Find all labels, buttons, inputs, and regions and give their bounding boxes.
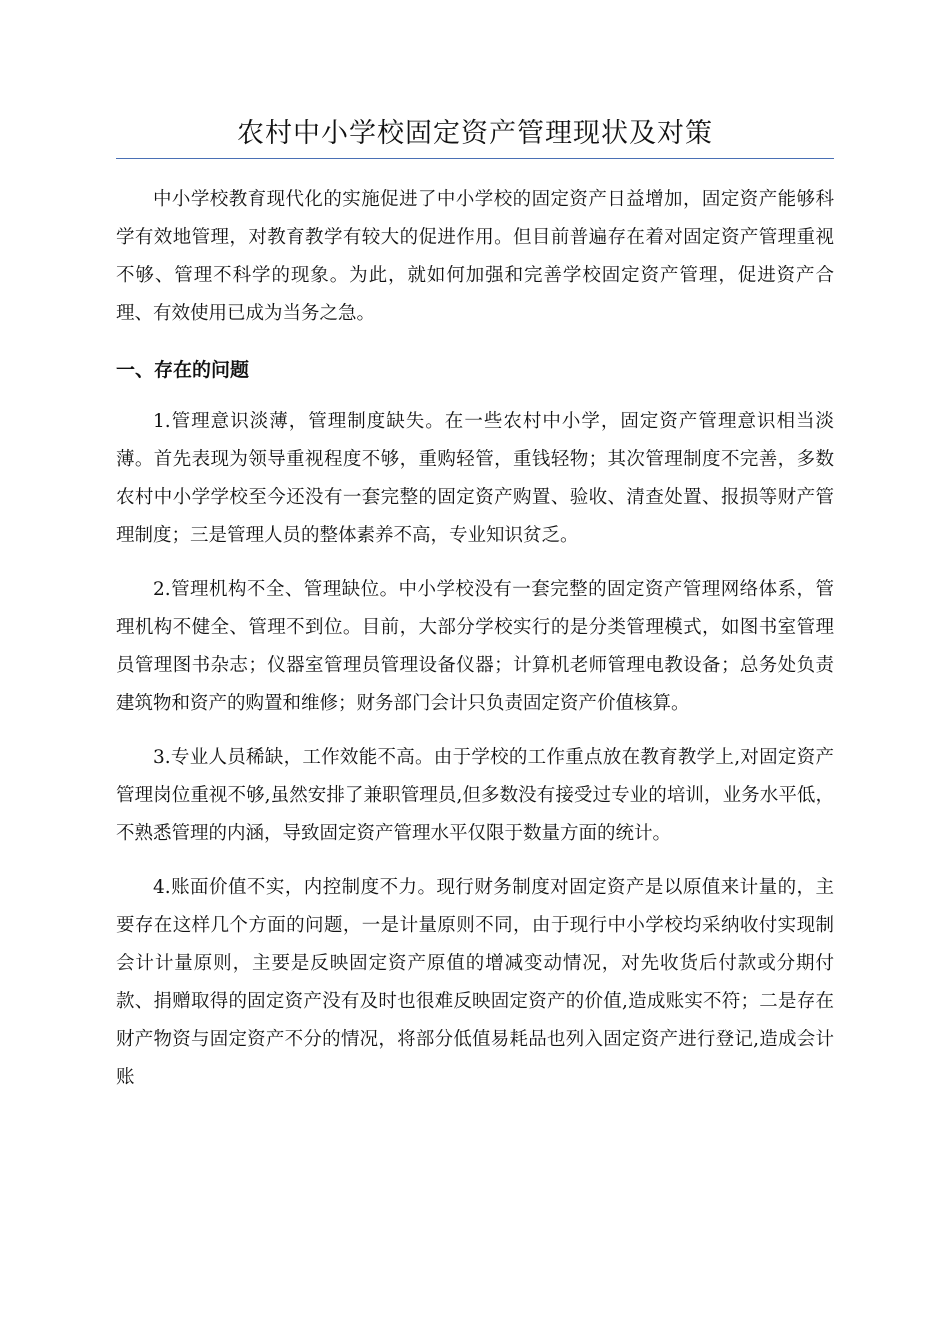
problem-list (116, 403, 834, 1097)
problem-item-2: 2.管理机构不全、管理缺位。中小学校没有一套完整的固定资产管理网络体系，管理机构不健全、管理不到位。目前，大部分学校实行的是分类管理模式，如图书室管理员管理图书杂志；仪器室管理员管理设备仪器；计算机老师管理电教设备；总务处负责建筑物和资产的购置和维修；财务部门会计只负责固定资产价值核算。 (116, 579, 834, 714)
section-heading-problems: 一、存在的问题 (116, 359, 250, 381)
problem-item-4: 4.账面价值不实，内控制度不力。现行财务制度对固定资产是以原值来计量的，主要存在这样几个方面的问题，一是计量原则不同，由于现行中小学校均采纳收付实现制会计计量原则，主要是反映固定资产原值的增减变动情况，对先收货后付款或分期付款、捐赠取得的固定资产没有及时也很难反映固定资产的价值,造成账实不符；二是存在财产物资与固定资产不分的情况，将部分低值易耗品也列入固定资产进行登记,造成会计账 (116, 877, 834, 1088)
document-title: 农村中小学校固定资产管理现状及对策 (116, 112, 834, 159)
document-page (116, 112, 834, 1097)
problem-item-1: 1.管理意识淡薄，管理制度缺失。在一些农村中小学，固定资产管理意识相当淡薄。首先表现为领导重视程度不够，重购轻管，重钱轻物；其次管理制度不完善，多数农村中小学学校至今还没有一套完整的固定资产购置、验收、清查处置、报损等财产管理制度；三是管理人员的整体素养不高，专业知识贫乏。 (116, 411, 834, 546)
problem-item-3: 3.专业人员稀缺，工作效能不高。由于学校的工作重点放在教育教学上,对固定资产管理岗位重视不够,虽然安排了兼职管理员,但多数没有接受过专业的培训，业务水平低，不熟悉管理的内涵，导致固定资产管理水平仅限于数量方面的统计。 (116, 747, 834, 844)
intro-paragraph: 中小学校教育现代化的实施促进了中小学校的固定资产日益增加，固定资产能够科学有效地管理，对教育教学有较大的促进作用。但目前普遍存在着对固定资产管理重视不够、管理不科学的现象。为此，就如何加强和完善学校固定资产管理，促进资产合理、有效使用已成为当务之急。 (116, 189, 834, 324)
